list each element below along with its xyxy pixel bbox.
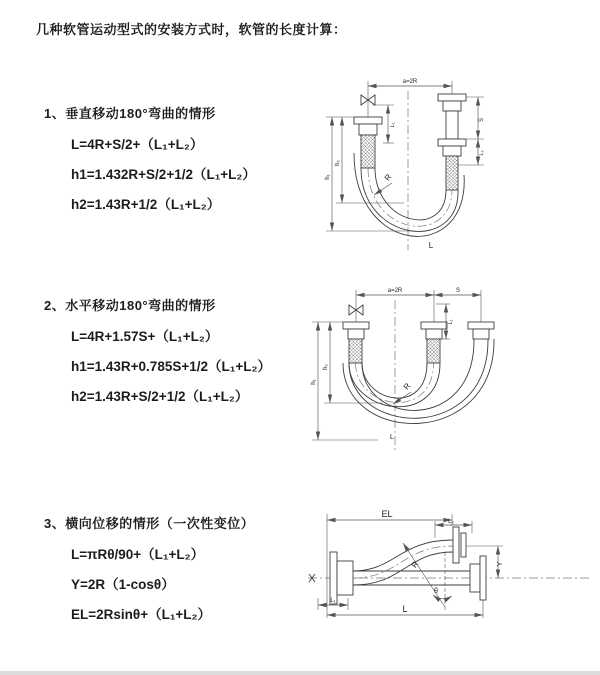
dim-label-el: EL [381,509,393,519]
formula-line: h2=1.43R+1/2（L₁+L₂） [71,197,221,212]
dim-label-l2: L₂ [448,519,454,525]
formula-line: Y=2R（1-cosθ） [71,577,175,592]
page-bottom-edge [0,671,600,675]
section-3-formulas [71,540,254,630]
dim-label-l1: L₁ [330,598,336,604]
dimension-a2r [368,79,452,94]
dim-label-l: L [428,241,434,250]
section-1 [44,103,256,220]
flange-fitting [470,556,486,600]
dim-label-l1: L₁ [448,319,454,325]
dim-label-l: L [402,604,408,614]
formula-line: EL=2Rsinθ+（L₁+L₂） [71,607,212,622]
dim-label-theta: θ [434,588,438,595]
dim-label-h1: h₁ [325,174,331,180]
flange-fitting [453,527,466,563]
dimension-h1-h2 [311,322,383,440]
section-3 [44,513,254,630]
diagram-vertical-180-bend [306,73,586,255]
formula-line: h2=1.43R+S/2+1/2（L₁+L₂） [71,389,249,404]
dim-label-h1: h₁ [311,379,317,385]
braided-hose-section [349,339,362,363]
formula-line: h1=1.432R+S/2+1/2（L₁+L₂） [71,167,256,182]
diagram-horizontal-180-bend [308,282,593,458]
hose-bend-curves [343,339,494,424]
section-1-formulas [71,130,256,220]
dim-label-r: R [401,381,413,392]
braided-hose-section [446,156,458,190]
dimension-l [327,600,483,618]
braided-hose-section [361,135,375,168]
dim-label-a2r: a=2R [387,288,403,294]
formula-line: L=4R+1.57S+（L₁+L₂） [71,329,219,344]
section-1-heading: 1、垂直移动180°弯曲的情形 [44,106,216,121]
section-3-heading: 3、横向位移的情形（一次性变位） [44,516,255,531]
dim-label-y: Y [497,561,504,567]
section-2-formulas [71,322,271,412]
dim-label-s: S [479,117,485,123]
section-2 [44,295,271,412]
dim-label-r: R [409,559,421,570]
dim-label-l: L [390,434,394,441]
dim-label-h2: h₂ [335,160,341,166]
diagram-lateral-displacement [303,500,598,655]
page-title: 几种软管运动型式的安装方式时，软管的长度计算： [36,22,347,37]
section-2-heading: 2、水平移动180°弯曲的情形 [44,298,216,313]
formula-line: h1=1.43R+0.785S+1/2（L₁+L₂） [71,359,271,374]
flange-fitting [438,94,466,156]
flange-fitting [354,117,382,135]
braided-hose-section [427,339,440,363]
flange-fitting [468,322,494,339]
dim-label-h2: h₂ [323,364,329,370]
dimension-s-l2 [458,97,485,165]
formula-line: L=4R+S/2+（L₁+L₂） [71,137,204,152]
dim-label-a2r: a=2R [402,79,418,85]
flange-fitting [421,322,447,339]
formula-line: L=πRθ/90+（L₁+L₂） [71,547,205,562]
dim-label-l2: L₂ [479,150,485,156]
dim-label-r: R [382,172,394,183]
dimension-a2r-s [356,288,481,325]
flange-fitting [330,552,353,604]
valve-icon [361,81,375,117]
dim-label-s: S [455,288,461,294]
flange-fitting [343,322,369,339]
radius-and-angle [403,543,452,612]
dim-label-l1: L₁ [390,122,396,128]
